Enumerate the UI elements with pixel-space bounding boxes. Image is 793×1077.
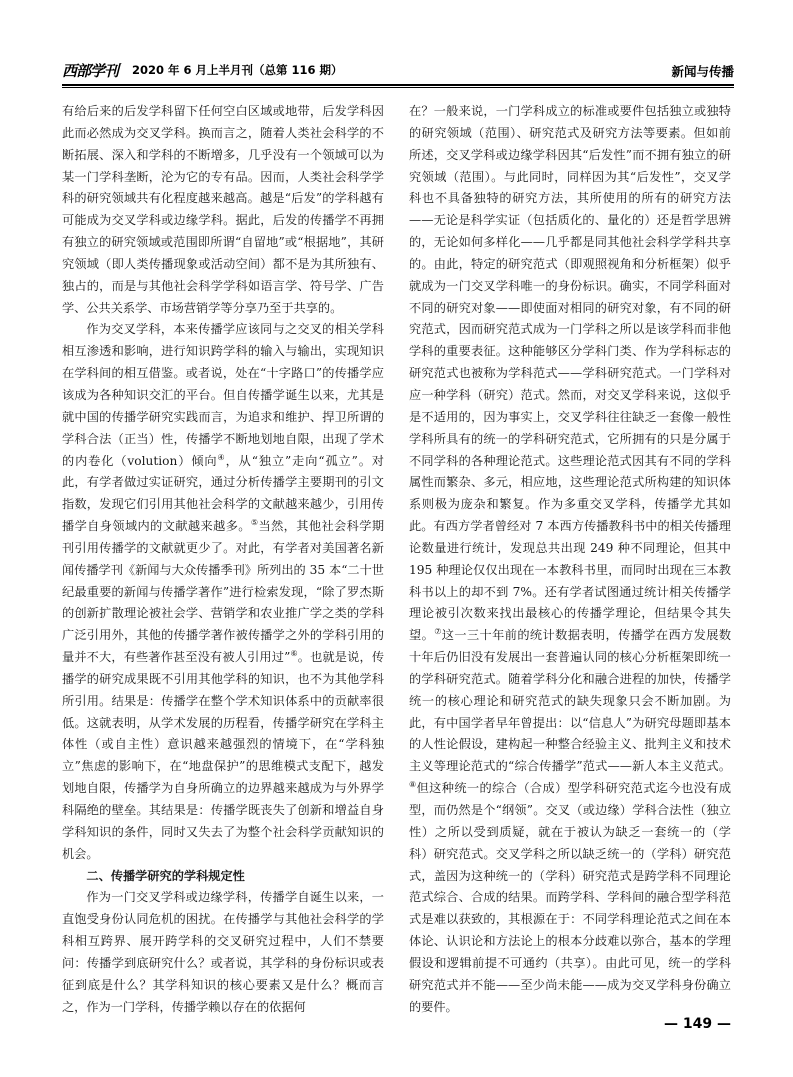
section-title: 新闻与传播 — [671, 64, 734, 79]
footnote-marker[interactable]: ⑧ — [409, 780, 417, 790]
text-run: 这一三十年前的统计数据表明，传播学在西方发展数十年后仍旧没有发展出一套普遍认同的核心分析框架即统一的学科研究范式。随着学科分化和融合进程的加快，传播学统一的核心理论和研究范式的缺失现象只会不断加剧。为此，有中国学者早年曾提出：以“信息人”为研究母题即基本的人性论假设，建构起一种整合经验主义、批判主义和技术主义等理论范式的“综合传播学”范式——新人本主义范式。 — [409, 628, 732, 774]
issue-info: 2020 年 6 月上半月刊（总第 116 期） — [132, 63, 343, 77]
paragraph: 作为一门交叉学科或边缘学科，传播学自诞生以来，一直饱受身份认同危机的困扰。在传播学与其他社会科学的学科相互跨界、展开跨学科的交叉研究过程中，人们不禁要问：传播学到底研究什么？或者说，其学科的身份标识或表征到底是什么？其学科知识的核心要素又是什么？概而言之，作为一门学科，传播学赖以存在的依据何 — [62, 890, 384, 1014]
journal-logo: 西部学刊 — [62, 62, 119, 80]
paragraph — [62, 319, 384, 865]
text-run: ，从“独立”走向“孤立”。对此，有学者做过实证研究，通过分析传播学主要期刊的引文指数，发现它们引用其他社会科学的文献越来越少，引用传播学自身领域内的文献越来越多。 — [62, 453, 384, 534]
left-column — [62, 101, 384, 1018]
page-number: — 149 — — [664, 1016, 731, 1032]
section-heading: 二、传播学研究的学科规定性 — [86, 868, 245, 883]
footnote-marker[interactable]: ⑦ — [434, 627, 442, 637]
text-run: 。也就是说，传播学的研究成果既不引用其他学科的知识，也不为其他学科所引用。结果是：传播学在整个学术知识体系中的贡献率很低。这就表明，从学术发展的历程看，传播学研究在学科主体性（或自主性）意识越来越强烈的情境下，在“学科独立”焦虑的影响下，在“地盘保护”的思维模式支配下，越发划地自限，传播学为自身所确立的边界越来越成为与外界学科隔绝的壁垒。其结果是：传播学既丧失了创新和增益自身学科知识的条件，同时又失去了为整个社会科学贡献知识的机会。 — [62, 650, 385, 861]
header-rule — [62, 84, 734, 86]
text-run: 但这种统一的综合（合成）型学科研究范式迄今也没有成型，而仍然是个“纲领”。交叉（或边缘）学科合法性（独立性）之所以受到质疑，就在于被认为缺乏一套统一的（学科）研究范式。交叉学科之所以缺乏统一的（学科）研究范式，盖因为这种统一的（学科）研究范式是跨学科不同理论范式综合、合成的结果。而跨学科、学科间的融合型学科范式是难以获致的，其根源在于：不同学科理论范式之间在本体论、认识论和方法论上的根本分歧难以弥合，基本的学理假设和逻辑前提不可通约（共享）。由此可见，统一的学科研究范式并不能——至少尚未能——成为交叉学科身份确立的要件。 — [409, 781, 732, 1014]
paragraph — [409, 101, 731, 1018]
text-run: 当然，其他社会科学期刊引用传播学的文献就更少了。对此，有学者对美国著名新闻传播学刊《新闻与大众传播季刊》所列出的 35 本“二十世纪最重要的新闻与传播学著作”进行检索发现，“除了罗杰斯的创新扩散理论被社会学、营销学和农业推广学之类的学科广泛引用外，其他的传播学著作被传播学之外的学科引用的量并不大，有些著作甚至没有被人引用过” — [62, 519, 385, 665]
paragraph: 有给后来的后发学科留下任何空白区域或地带，后发学科因此而必然成为交叉学科。换而言之，随着人类社会科学的不断拓展、深入和学科的不断增多，几乎没有一个领域可以为某一门学科垄断，沦为它的专有品。因而，人类社会科学学科的研究领域共有化程度越来越高。越是“后发”的学科越有可能成为交叉学科或边缘学科。据此，后发的传播学不再拥有独立的研究领域或范围即所谓“自留地”或“根据地”，其研究领域（即人类传播现象或活动空间）都不是为其所独有、独占的，而是与其他社会科学学科如语言学、符号学、广告学、公共关系学、市场营销学等分享乃至于共享的。 — [62, 104, 384, 315]
footnote-marker[interactable]: ④ — [217, 452, 226, 462]
text-run: 在？一般来说，一门学科成立的标准或要件包括独立或独特的研究领域（范围）、研究范式及研究方法等要素。但如前所述，交叉学科或边缘学科因其“后发性”而不拥有独立的研究领域（范围）。与此同时，同样因为其“后发性”，交叉学科也不具备独特的研究方法，其所使用的所有的研究方法——无论是科学实证（包括质化的、量化的）还是哲学思辨的，无论如何多样化——几乎都是同其他社会科学学科共享的。由此，特定的研究范式（即观照视角和分析框架）似乎就成为一门交叉学科唯一的身份标识。确实，不同学科面对不同的研究对象——即使面对相同的研究对象，有不同的研究范式，因而研究范式成为一门学科之所以是该学科而非他学科的重要表征。这种能够区分学科门类、作为学科标志的研究范式也被称为学科范式——学科研究范式。一门学科对应一种学科（研究）范式。然而，对交叉学科来说，这似乎是不适用的，因为事实上，交叉学科往往缺乏一套像一般性学科所具有的统一的学科研究范式，它所拥有的只是分属于不同学科的各种理论范式。这些理论范式因其有不同的学科属性而繁杂、多元，相应地，这些理论范式所构建的知识体系则极为庞杂和繁复。作为多重交叉学科，传播学尤其如此。有西方学者曾经对 7 本西方传播教科书中的相关传播理论数量进行统计，发现总共出现 249 种不同理论，但其中 195 种理论仅仅出现在一本教科书里，而同时出现在三本教科书以上的却不到 7%。还有学者试图通过统计相关传播学理论被引次数来找出最核心的传播学理论，但结果令其失望。 — [409, 104, 731, 643]
right-column — [409, 101, 731, 1018]
header-rule-thin — [62, 87, 734, 88]
text-run: 作为交叉学科，本来传播学应该同与之交叉的相关学科相互渗透和影响，进行知识跨学科的输入与输出，实现知识在学科间的相互借鉴。或者说，处在“十字路口”的传播学应该成为各种知识交汇的平台。但自传播学诞生以来，尤其是就中国的传播学研究实践而言，为追求和维护、捍卫所谓的学科合法（正当）性，传播学不断地划地自限，出现了学术的内卷化（volution）倾向 — [62, 322, 384, 468]
page-header — [62, 58, 734, 82]
footnote-marker[interactable]: ⑥ — [290, 649, 298, 659]
footnote-marker[interactable]: ⑤ — [250, 517, 259, 527]
